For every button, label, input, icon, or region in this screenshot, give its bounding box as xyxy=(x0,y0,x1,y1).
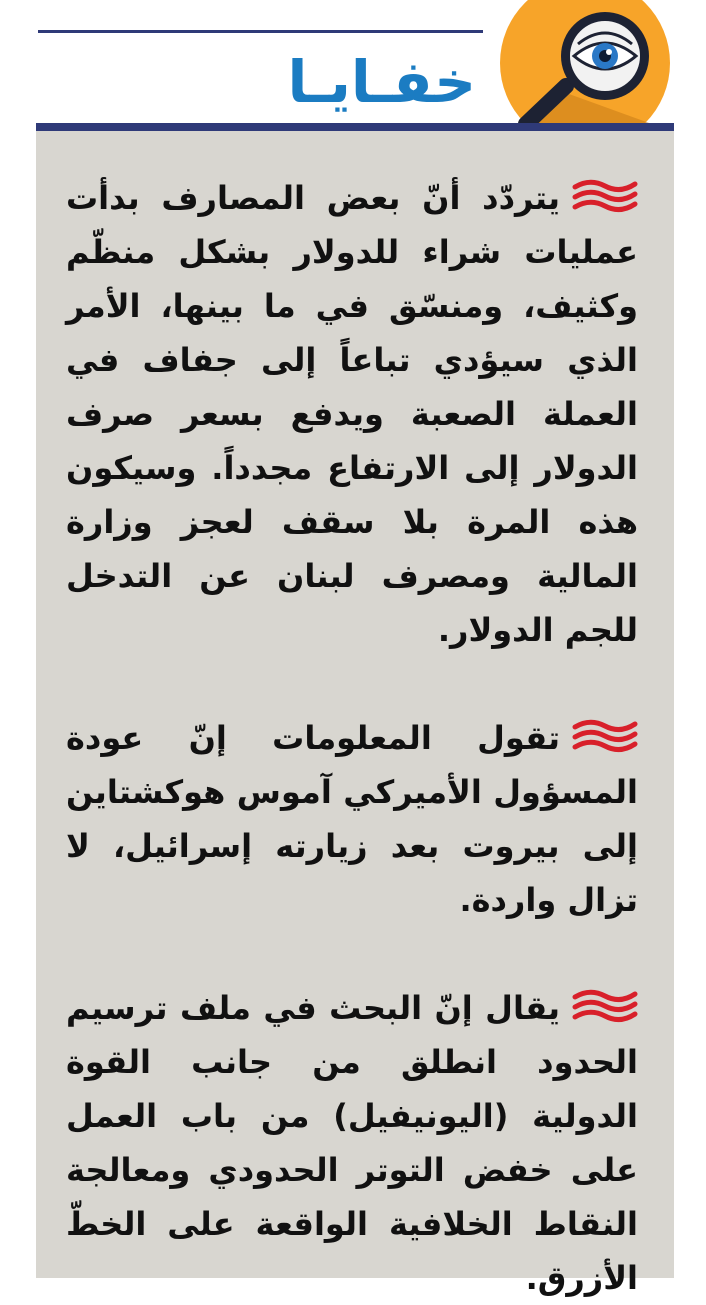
news-item-2 xyxy=(66,711,638,927)
magnifier-eye-icon xyxy=(488,0,674,128)
news-item-text: يقال إنّ البحث في ملف ترسيم الحدود انطلق من جانب القوة الدولية (اليونيفيل) من باب العمل على خفض التوتر الحدودي ومعالجة النقاط الخلافية الواقعة على الخطّ الأزرق. xyxy=(66,989,638,1297)
news-item-text: تقول المعلومات إنّ عودة المسؤول الأميركي آموس هوكشتاين إلى بيروت بعد زيارته إسرائيل، لا تزال واردة. xyxy=(66,719,638,919)
news-item-3 xyxy=(66,981,638,1305)
red-waves-icon xyxy=(572,719,638,753)
red-waves-icon xyxy=(572,989,638,1023)
news-item-1 xyxy=(66,171,638,657)
gossip-panel xyxy=(36,131,674,1297)
news-item-text: يتردّد أنّ بعض المصارف بدأت عمليات شراء للدولار بشكل منظّم وكثيف، ومنسّق في ما بينها، الأمر الذي سيؤدي تباعاً إلى جفاف في العملة الصعبة ويدفع بسعر صرف الدولار إلى الارتفاع مجدداً. وسيكون هذه المرة بلا سقف لعجز وزارة المالية ومصرف لبنان عن التدخل للجم الدولار. xyxy=(66,179,638,649)
red-waves-icon xyxy=(572,179,638,213)
section-title: خفـايـا xyxy=(287,48,476,116)
header-bottom-rule xyxy=(36,123,674,131)
header-top-rule xyxy=(38,30,483,33)
